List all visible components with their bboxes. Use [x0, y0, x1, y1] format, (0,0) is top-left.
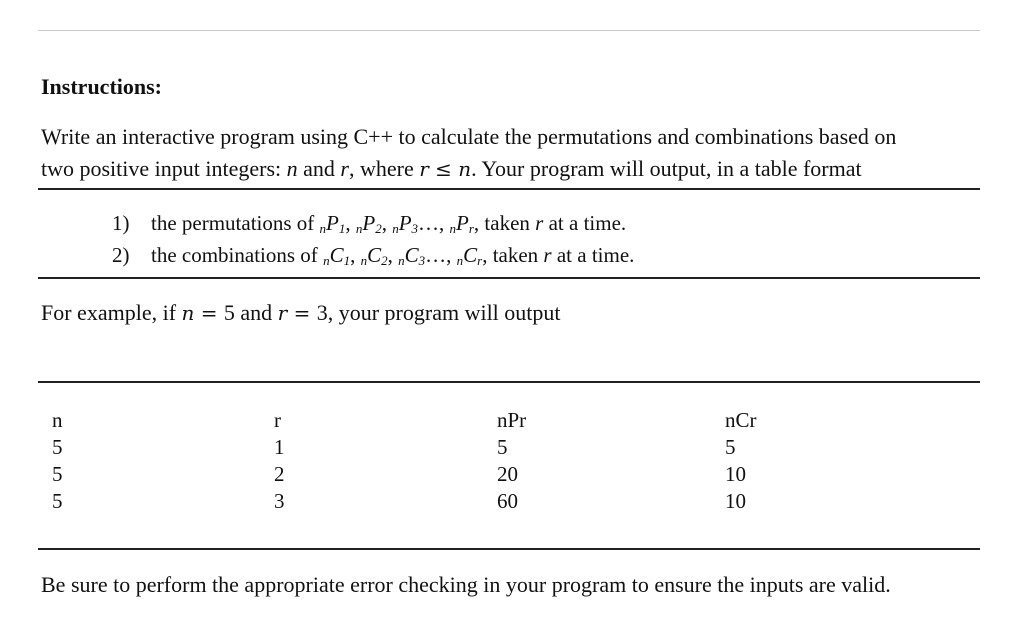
symbol-p: P — [398, 211, 412, 235]
top-divider — [38, 30, 980, 31]
table-cell: 10 — [725, 462, 746, 486]
prefix-n: n — [355, 221, 363, 236]
list-item-permutations: 1) the permutations of $_nP_1$, $_nP_2$, $_nP_3\dots$, $_nP_r$, taken r at a time. — [112, 211, 627, 236]
var-n: n — [286, 156, 298, 181]
symbol-c: C — [404, 243, 419, 267]
example-text: and — [234, 300, 278, 325]
prefix-n: n — [319, 221, 327, 236]
symbol-c: C — [329, 243, 344, 267]
table-cell: 2 — [274, 462, 285, 486]
intro-text: . Your program will output, in a table format — [471, 156, 862, 181]
example-text: For example, if — [41, 300, 182, 325]
ellipsis: …, — [425, 243, 452, 267]
header-r: r — [274, 408, 281, 432]
instructions-heading: Instructions: — [41, 74, 163, 99]
equals-symbol: = — [194, 301, 224, 325]
n-value: 5 — [223, 300, 235, 325]
prefix-n: n — [449, 221, 457, 236]
prefix-n: n — [456, 253, 464, 268]
table-cell: 3 — [274, 489, 285, 513]
list-text: at a time. — [551, 243, 635, 267]
table-cell: 20 — [497, 462, 518, 486]
table-cell: 5 — [52, 462, 63, 486]
subscript: 2 — [381, 253, 388, 268]
header-ncr: nCr — [725, 408, 757, 432]
list-number: 2) — [112, 243, 130, 267]
symbol-c: C — [367, 243, 382, 267]
symbol-p: P — [456, 211, 469, 235]
footer-note: Be sure to perform the appropriate error checking in your program to ensure the inputs are valid. — [41, 572, 891, 597]
intro-text: , where — [348, 156, 420, 181]
math-r: r — [419, 157, 429, 181]
list-text: the combinations of — [151, 243, 324, 267]
table-top-rule — [38, 381, 980, 383]
r-value: 3 — [316, 300, 328, 325]
math-n: n — [458, 157, 472, 181]
leq-symbol: ≤ — [428, 157, 459, 181]
intro-line-2 — [41, 153, 862, 185]
subscript: 2 — [375, 221, 382, 236]
symbol-p: P — [362, 211, 376, 235]
list-text: , taken — [482, 243, 544, 267]
math-r: r — [277, 301, 288, 325]
table-cell: 5 — [497, 435, 508, 459]
divider-2 — [38, 277, 980, 279]
header-npr: nPr — [497, 408, 527, 432]
header-n: n — [52, 408, 63, 432]
table-bottom-rule — [38, 548, 980, 550]
var-r: r — [543, 243, 552, 267]
prefix-n: n — [392, 221, 399, 236]
var-r: r — [535, 211, 544, 235]
var-r: r — [340, 156, 349, 181]
subscript: 3 — [411, 221, 419, 236]
divider-1 — [38, 188, 980, 190]
table-cell: 5 — [725, 435, 736, 459]
symbol-p: P — [326, 211, 339, 235]
intro-line-1-text: Write an interactive program using C++ to calculate the permutations and combinations based on — [41, 124, 897, 149]
prefix-n: n — [323, 253, 330, 268]
symbol-c: C — [463, 243, 478, 267]
intro-text: and — [297, 156, 341, 181]
list-item-combinations: 2) the combinations of $_nC_1$, $_nC_2$, $_nC_3\dots$, $_nC_r$, taken r at a time. — [112, 243, 635, 268]
table-cell: 1 — [274, 435, 285, 459]
subscript: 1 — [343, 253, 351, 268]
table-cell: 60 — [497, 489, 518, 513]
subscript: 3 — [418, 253, 426, 268]
table-cell: 5 — [52, 489, 63, 513]
subscript: r — [477, 253, 483, 268]
prefix-n: n — [398, 253, 405, 268]
equals-symbol: = — [287, 301, 317, 325]
example-line — [41, 297, 561, 329]
math-n: n — [181, 301, 195, 325]
subscript: 1 — [338, 221, 346, 236]
list-text: , taken — [473, 211, 536, 235]
list-number: 1) — [112, 211, 130, 235]
ellipsis: …, — [418, 211, 445, 235]
prefix-n: n — [360, 253, 368, 268]
table-cell: 5 — [52, 435, 63, 459]
table-cell: 10 — [725, 489, 746, 513]
list-text: the permutations of — [151, 211, 320, 235]
intro-text: two positive input integers: — [41, 156, 287, 181]
intro-line-1 — [41, 121, 896, 153]
subscript: r — [468, 221, 474, 236]
example-text: , your program will output — [327, 300, 561, 325]
list-text: at a time. — [543, 211, 627, 235]
